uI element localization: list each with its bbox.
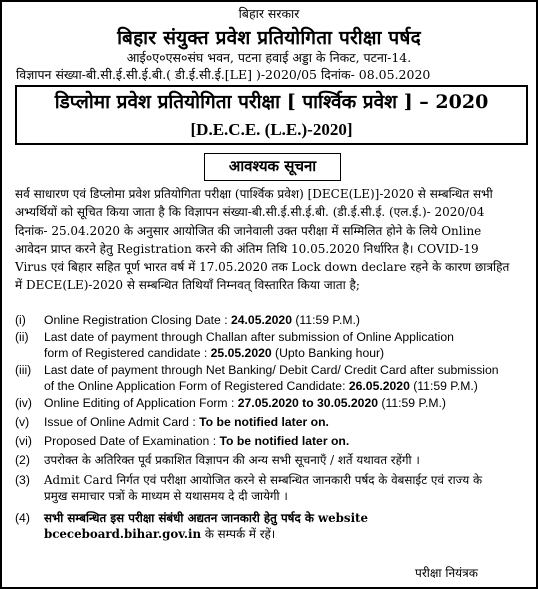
exam-banner bbox=[15, 85, 528, 145]
advertisement-number: विज्ञापन संख्या-बी.सी.ई.सी.ई.बी.( डी.ई.सी.ई.[LE] )-2020/05 दिनांक- 08.05.2020 bbox=[16, 67, 431, 82]
item-number: (i) bbox=[15, 313, 26, 327]
item-text-part: Admit Card निर्गत एवं परीक्षा आयोजित करने से सम्बन्धित जानकारी पर्षद के वेबसाईट एवं राज्य के bbox=[44, 473, 483, 487]
item-text bbox=[44, 313, 531, 329]
item-text-bold: 25.05.2020 bbox=[210, 345, 272, 360]
board-name: बिहार संयुक्त प्रवेश प्रतियोगिता परीक्षा पर्षद bbox=[117, 27, 421, 49]
item-text-bold: To be notified later on. bbox=[199, 415, 329, 429]
item-number: (iii) bbox=[15, 363, 32, 377]
item-number: (iv) bbox=[15, 396, 32, 410]
item-text-part: (11:59 P.M.) bbox=[409, 378, 478, 393]
signature: परीक्षा नियंत्रक bbox=[415, 566, 478, 580]
item-text-part: (11:59 P.M.) bbox=[291, 313, 360, 327]
item-text-part: of the Online Application Form of Registered Candidate: bbox=[44, 378, 349, 393]
government-label: बिहार सरकार bbox=[238, 6, 300, 21]
intro-paragraph bbox=[15, 185, 529, 295]
item-text-part: form of Registered candidate : bbox=[44, 345, 211, 360]
intro-line: सर्व साधारण एवं डिप्लोमा प्रवेश प्रतियोगिता परीक्षा (पार्श्विक प्रवेश) [DECE(LE)]-2020 से सम्बन्धित सभी bbox=[15, 187, 493, 201]
intro-line: दिनांक- 25.04.2020 के अनुसार आयोजित की जानेवाली उक्त परीक्षा में सम्मिलित होने के लिये Online bbox=[15, 223, 482, 238]
item-text-part: Last date of payment through Challan after submission of Online Application bbox=[44, 330, 454, 344]
item-text bbox=[44, 434, 531, 450]
item-text-part: (Upto Banking hour) bbox=[271, 345, 385, 360]
item-text bbox=[44, 396, 531, 412]
intro-line: में DECE(LE)-2020 से सम्बन्धित तिथियाँ निम्नवत् विस्तारित किया जाता है; bbox=[15, 278, 360, 293]
item-text-part: उपरोक्त के अतिरिक्त पूर्व प्रकाशित विज्ञापन की अन्य सभी सूचनाएँ / शर्ते यथावत रहेंगी । bbox=[44, 453, 420, 467]
item-text bbox=[44, 415, 531, 431]
item-text-part: के सम्पर्क में रहें। bbox=[201, 526, 276, 541]
item-number: (vi) bbox=[15, 434, 32, 448]
exam-code: [D.E.C.E. (L.E.)-2020] bbox=[190, 120, 353, 139]
item-number: (2) bbox=[15, 453, 30, 467]
item-text-part: प्रमुख समाचार पत्रों के माध्यम से यथासमय दे दी जायेगी । bbox=[44, 488, 288, 503]
intro-line: अभ्यर्थियों को सूचित किया जाता है कि विज्ञापन संख्या-बी.सी.ई.सी.ई.बी. (डी.ई.सी.ई. (एल.ई.)- 2020/04 bbox=[15, 205, 485, 220]
item-number: (ii) bbox=[15, 330, 29, 344]
notice-heading: आवश्यक सूचना bbox=[204, 153, 341, 181]
item-text-bold: 24.05.2020 bbox=[230, 313, 292, 327]
exam-title: डिप्लोमा प्रवेश प्रतियोगिता परीक्षा [ पार्श्विक प्रवेश ] – 2020 bbox=[54, 91, 489, 113]
item-text-part: Online Registration Closing Date : bbox=[44, 313, 231, 327]
item-text bbox=[44, 330, 531, 361]
item-text-part: Last date of payment through Net Banking/ Debit Card/ Credit Card after submission bbox=[44, 363, 499, 377]
item-text-part: Issue of Online Admit Card : bbox=[44, 415, 200, 429]
item-text-part: Online Editing of Application Form : bbox=[44, 396, 238, 410]
item-text-bold: bceceboard.bihar.gov.in bbox=[44, 526, 202, 541]
item-text-bold: सभी सम्बन्धित इस परीक्षा संबंधी अद्यतन जानकारी हेतु पर्षद के website bbox=[44, 511, 369, 525]
intro-line: Virus एवं बिहार सहित पूर्ण भारत वर्ष में 17.05.2020 तक Lock down declare रहने के कारण छात्रहित bbox=[15, 260, 510, 275]
item-text-bold: To be notified later on. bbox=[219, 434, 350, 448]
item-number: (3) bbox=[15, 473, 30, 487]
item-text bbox=[44, 453, 531, 469]
board-address: आई०ए०एस०संघ भवन, पटना हवाई अड्डा के निकट, पटना-14. bbox=[126, 50, 412, 65]
item-number: (4) bbox=[15, 511, 30, 525]
item-text-bold: 26.05.2020 bbox=[348, 378, 410, 393]
item-text bbox=[44, 473, 531, 504]
item-text-part: Proposed Date of Examination : bbox=[44, 434, 220, 448]
item-text bbox=[44, 511, 531, 542]
item-text-part: (11:59 P.M.) bbox=[378, 396, 446, 410]
item-text-bold: 27.05.2020 to 30.05.2020 bbox=[237, 396, 379, 410]
item-text bbox=[44, 363, 531, 394]
intro-line: आवेदन प्राप्त करने हेतु Registration करने की अंतिम तिथि 10.05.2020 निर्धारित है। COVID-19 bbox=[15, 241, 479, 256]
item-number: (v) bbox=[15, 415, 30, 429]
